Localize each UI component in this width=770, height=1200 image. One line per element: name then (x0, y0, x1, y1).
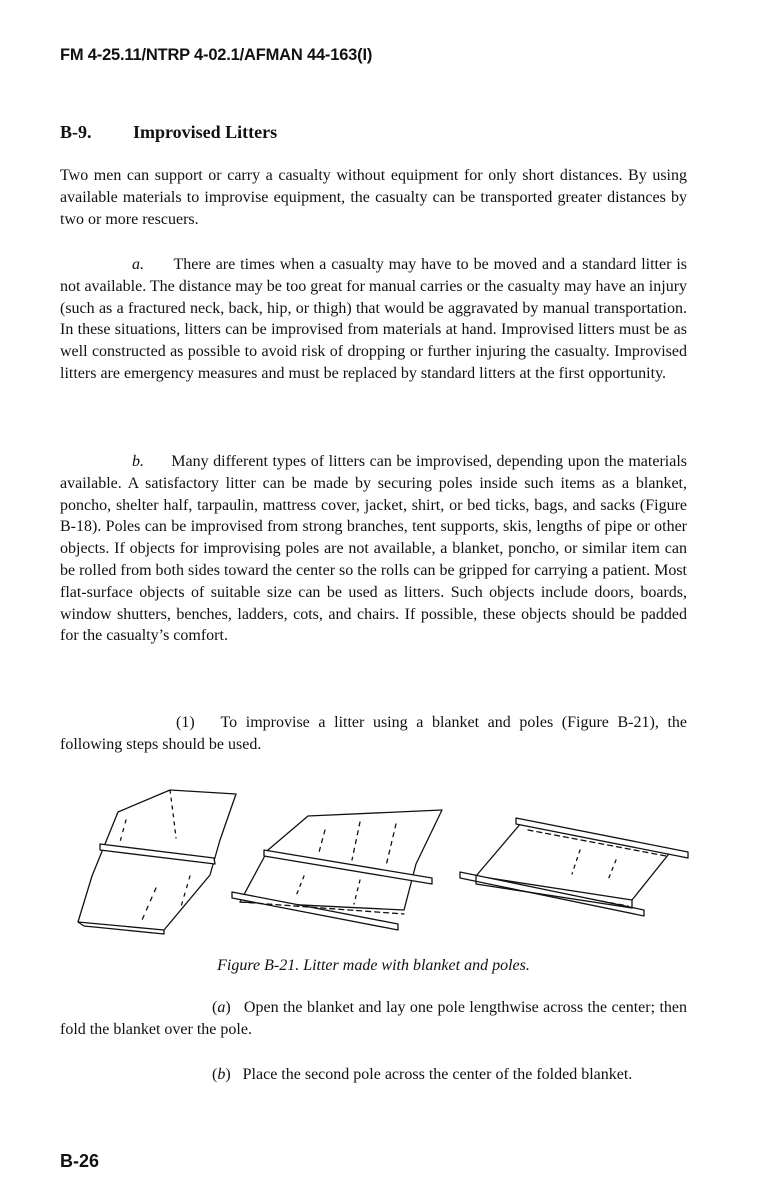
paragraph-b (60, 451, 687, 647)
step-1-paragraph (60, 712, 687, 756)
paragraph-b-text: Many different types of litters can be improvised, depending upon the materials available. A satisfactory litter can be made by securing poles inside such items as a blanket, poncho, shelter half, tarpaulin, mattress cover, jacket, shirt, or bed ticks, bags, and sacks (Figure B-18). Poles can be improvised from strong branches, tent supports, skis, lengths of pipe or other objects. If objects for improvising poles are not available, a blanket, poncho, or similar item can be rolled from both sides toward the center so the rolls can be gripped for carrying a patient. Most flat-surface objects of suitable size can be used as litters. Such objects include doors, boards, window shutters, benches, ladders, cots, and chairs. If possible, these objects should be padded for the casualty’s comfort. (60, 453, 687, 645)
step-b-paragraph: (b) Place the second pole across the center of the folded blanket. (212, 1066, 633, 1083)
step-b-text: Place the second pole across the center of the folded blanket. (242, 1066, 633, 1083)
paragraph-a (60, 254, 687, 385)
section-heading (60, 122, 277, 143)
paragraph-a-label: a. (132, 256, 144, 273)
step-1-text: To improvise a litter using a blanket and poles (Figure B-21), the following steps should be used. (60, 714, 687, 753)
panel-completed-litter (460, 818, 688, 916)
panel-open-blanket-with-pole (78, 790, 236, 934)
step-a-paragraph: (a) Open the blanket and lay one pole lengthwise across the center; then fold the blanket over the pole. (60, 999, 688, 1038)
section-title: Improvised Litters (133, 122, 278, 142)
document-header: FM 4-25.11/NTRP 4-02.1/AFMAN 44-163(I) (60, 46, 373, 64)
step-b-label: b (217, 1066, 226, 1083)
page-number: B-26 (60, 1151, 100, 1171)
panel-folded-with-second-pole (232, 810, 442, 930)
step-a-label: a (217, 999, 226, 1016)
section-number: B-9. (60, 122, 92, 142)
figure-caption: Figure B-21. Litter made with blanket and poles. (217, 957, 530, 974)
step-1-label: (1) (176, 714, 195, 731)
paragraph-b-label: b. (132, 453, 144, 470)
paragraph-a-text: There are times when a casualty may have to be moved and a standard litter is not available. The distance may be too great for manual carries or the casualty may have an injury (such as a fractured neck, back, hip, or thigh) that would be aggravated by manual transportation. In these situations, litters can be improvised from materials at hand. Improvised litters must be as well constructed as possible to avoid risk of dropping or further injuring the casualty. Improvised litters are emergency measures and must be replaced by standard litters at the first opportunity. (60, 256, 688, 382)
litter-illustration (60, 780, 700, 950)
step-a-text: Open the blanket and lay one pole lengthwise across the center; then fold the blanket over the pole. (60, 999, 688, 1038)
intro-paragraph: Two men can support or carry a casualty without equipment for only short distances. By using available materials to improvise equipment, the casualty can be transported greater distances by two or more rescuers. (60, 167, 687, 228)
